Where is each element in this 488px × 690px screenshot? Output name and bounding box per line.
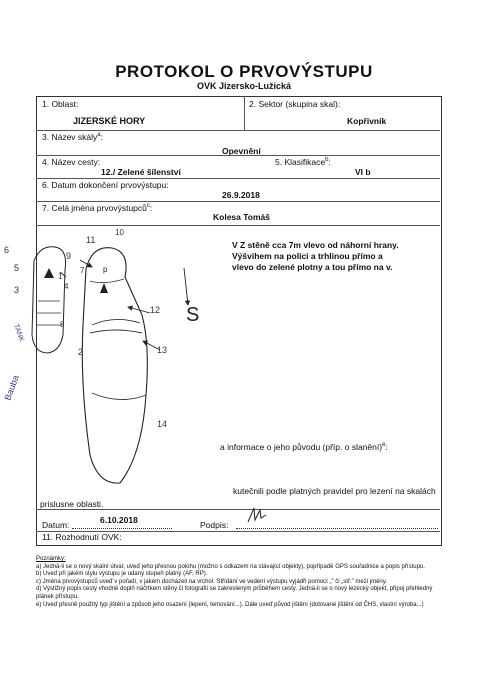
- nazev-skaly-label: 3. Název skály$^a$:: [42, 132, 103, 142]
- rock-outline-main: [82, 248, 147, 483]
- sketch-label: 7: [80, 266, 85, 275]
- sketch-label: 5: [14, 263, 20, 273]
- note-d: d) Výstižný popis cesty vhodně doplň náčrtkem stěny či fotografií se zakresleným průběhem cesty. Jedná-li se o nový lezecký objekt, připoj přehledný plánek přístupu.: [36, 586, 433, 600]
- notes-heading: Poznámky:: [36, 556, 66, 562]
- row-line: [36, 178, 440, 179]
- sketch-label: 2: [78, 347, 84, 357]
- footnotes: [36, 556, 441, 609]
- oblast-label: 1. Oblast:: [42, 99, 79, 109]
- row-line: [36, 155, 440, 156]
- klasifikace-value: VI b: [355, 167, 371, 177]
- summit-triangle: [100, 283, 108, 293]
- sketch-label: 11: [86, 235, 96, 245]
- sketch-label: 4: [64, 282, 69, 291]
- datum-value: 6.10.2018: [100, 515, 138, 525]
- datum-dotted-line: [72, 528, 172, 529]
- summit-letter-p: p: [103, 265, 108, 274]
- sketch-label: 3: [14, 285, 20, 295]
- rozhodnuti-label: 11. Rozhodnutí OVK:: [42, 532, 122, 542]
- route-sketch: [0, 215, 240, 495]
- row-line: [36, 509, 440, 510]
- note-a: a) Jedná-li se o nový skalní útvar, uveď jeho přesnou polohu (možno s odkazem na stávající objekty), popřípadě GPS souřadnice a popis přístupu.: [36, 563, 425, 570]
- note-b: b) Uveď při jakém stylu výstupu je udaný stupeň platný (AF, RP).: [36, 571, 208, 578]
- rock-line: [90, 279, 124, 283]
- datum-dokonceni-value: 26.9.2018: [222, 190, 260, 200]
- klasifikace-label: 5. Klasifikace$^b$:: [275, 157, 331, 167]
- informace-line: a informace o jeho původu (příp. o slanění)$^e$:: [220, 442, 388, 452]
- row1-divider: [244, 96, 245, 130]
- datum-label: Datum:: [42, 520, 70, 530]
- sketch-label: 14: [157, 419, 168, 429]
- side-note-bauba: Bauba: [2, 373, 21, 402]
- summit-triangle: [44, 268, 54, 278]
- sketch-label: 8: [60, 320, 65, 329]
- sektor-label: 2. Sektor (skupina skal):: [249, 99, 341, 109]
- route-description: [232, 240, 399, 273]
- page-subtitle: OVK Jizersko-Lužická: [196, 81, 292, 91]
- jmena-value: Kolesa Tomáš: [213, 212, 271, 222]
- sketch-label: 9: [66, 251, 72, 261]
- nazev-skaly-value: Opevnění: [222, 146, 261, 156]
- rock-line: [92, 393, 146, 400]
- oblast-value: JIZERSKÉ HORY: [73, 116, 146, 126]
- jmena-label: 7. Celá jména prvovýstupců$^c$:: [42, 203, 153, 213]
- rock-outline-left: [32, 247, 66, 353]
- nazev-cesty-label: 4. Název cesty:: [42, 157, 101, 167]
- route-description-line: vlevo do zelené plotny a tou přímo na v.: [232, 262, 393, 272]
- sketch-label: 12: [150, 305, 161, 315]
- rock-line: [92, 319, 140, 325]
- route-arrow: [184, 268, 188, 305]
- rock-line: [90, 330, 142, 333]
- row-line: [36, 201, 440, 202]
- sketch-label: 13: [157, 345, 168, 355]
- sketch-label: 6: [4, 245, 10, 255]
- side-note-tank: TANK: [12, 323, 25, 343]
- signature-mark: [246, 506, 270, 526]
- oblasti-line: prislusne oblasti.: [40, 499, 104, 509]
- note-e: e) Uveď přesně použitý typ jištění a způsob jeho osazení (lepení, temování...). Dále uveď původ jištění (dotované jištění od ČHS, vlastní výroba...): [36, 601, 424, 608]
- route-description-line: V Z stěně cca 7m vlevo od náhorní hrany.: [232, 240, 399, 250]
- datum-dokonceni-label: 6. Datum dokončení prvovýstupu:: [42, 180, 169, 190]
- podpis-dotted-line: [236, 528, 438, 529]
- podpis-label: Podpis:: [200, 520, 229, 530]
- row-line: [36, 130, 440, 131]
- note-c: c) Jména prvovýstupců uveď v pořadí, v jakém docházeli na vrchol. Střídání ve vedení výstupu vyjádři pomocí „" či „stř." mezi jmény.: [36, 578, 387, 585]
- sektor-value: Kopřivník: [347, 116, 387, 126]
- direction-label: S: [186, 304, 200, 326]
- route-description-line: Výšvihem na polici a trhlinou přímo a: [232, 251, 383, 261]
- page-title: PROTOKOL O PRVOVÝSTUPU: [115, 62, 373, 81]
- nazev-cesty-value: 12./ Zelené šílenství: [101, 167, 181, 177]
- provedeni-line: kutečnili podle platných pravidel pro lezení na skalách: [233, 486, 436, 496]
- sketch-label: 1: [58, 272, 63, 281]
- sketch-label: 10: [115, 228, 124, 237]
